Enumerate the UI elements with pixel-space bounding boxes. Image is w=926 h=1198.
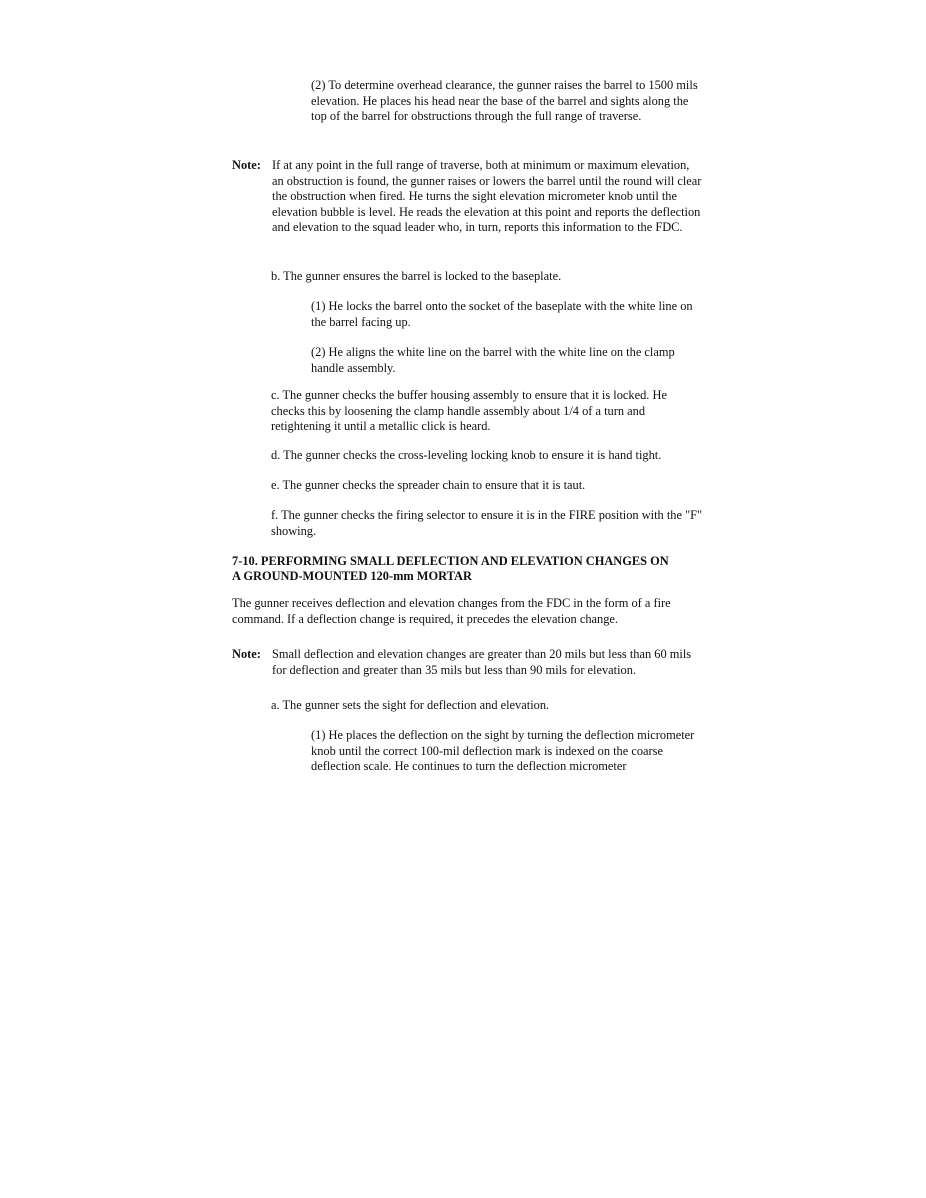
paragraph-a-set-sight: a. The gunner sets the sight for deflection and elevation.: [271, 698, 550, 712]
heading-line-2: A GROUND-MOUNTED 120-mm MORTAR: [232, 569, 472, 583]
paragraph-a1-place-deflection: (1) He places the deflection on the sight by turning the deflection micrometer knob until the correct 100-mil deflection mark is indexed on the coarse deflection scale. He continues to turn the deflection micrometer: [311, 728, 695, 773]
note-text: If at any point in the full range of traverse, both at minimum or maximum elevation, an obstruction is found, the gunner raises or lowers the barrel until the round will clear the obstruction when fired. He turns the sight elevation micrometer knob until the elevation bubble is level. He reads the elevation at this point and reports the deflection and elevation to the squad leader who, in turn, reports this information to the FDC.: [272, 158, 702, 234]
note-label: Note:: [232, 158, 261, 172]
paragraph-b1-lock-barrel: (1) He locks the barrel onto the socket of the baseplate with the white line on the barrel facing up.: [311, 299, 693, 329]
paragraph-d-cross-leveling: d. The gunner checks the cross-leveling locking knob to ensure it is hand tight.: [271, 448, 662, 462]
note-text: Small deflection and elevation changes are greater than 20 mils but less than 60 mils for deflection and greater than 35 mils but less than 90 mils for elevation.: [272, 647, 692, 677]
paragraph-b2-align-white-line: (2) He aligns the white line on the barrel with the white line on the clamp handle assembly.: [311, 345, 675, 375]
section-heading: [232, 554, 712, 584]
note-obstruction: [232, 158, 703, 253]
note-label: Note:: [232, 647, 261, 661]
paragraph-b-barrel-locked: b. The gunner ensures the barrel is locked to the baseplate.: [271, 269, 562, 283]
paragraph-f-firing-selector: f. The gunner checks the firing selector to ensure it is in the FIRE position with the "F" showing.: [271, 508, 703, 538]
heading-line-1: 7-10. PERFORMING SMALL DEFLECTION AND ELEVATION CHANGES ON: [232, 554, 669, 568]
intro-paragraph: The gunner receives deflection and elevation changes from the FDC in the form of a fire command. If a deflection change is required, it precedes the elevation change.: [232, 596, 671, 626]
note-small-changes: [232, 647, 703, 682]
paragraph-overhead-clearance: (2) To determine overhead clearance, the gunner raises the barrel to 1500 mils elevation. He places his head near the base of the barrel and sights along the top of the barrel for obstructions through the full range of traverse.: [311, 78, 698, 123]
paragraph-e-spreader-chain: e. The gunner checks the spreader chain to ensure that it is taut.: [271, 478, 586, 492]
paragraph-c-buffer-housing: c. The gunner checks the buffer housing assembly to ensure that it is locked. He checks this by loosening the clamp handle assembly about 1/4 of a turn and retightening it until a metallic click is heard.: [271, 388, 667, 433]
